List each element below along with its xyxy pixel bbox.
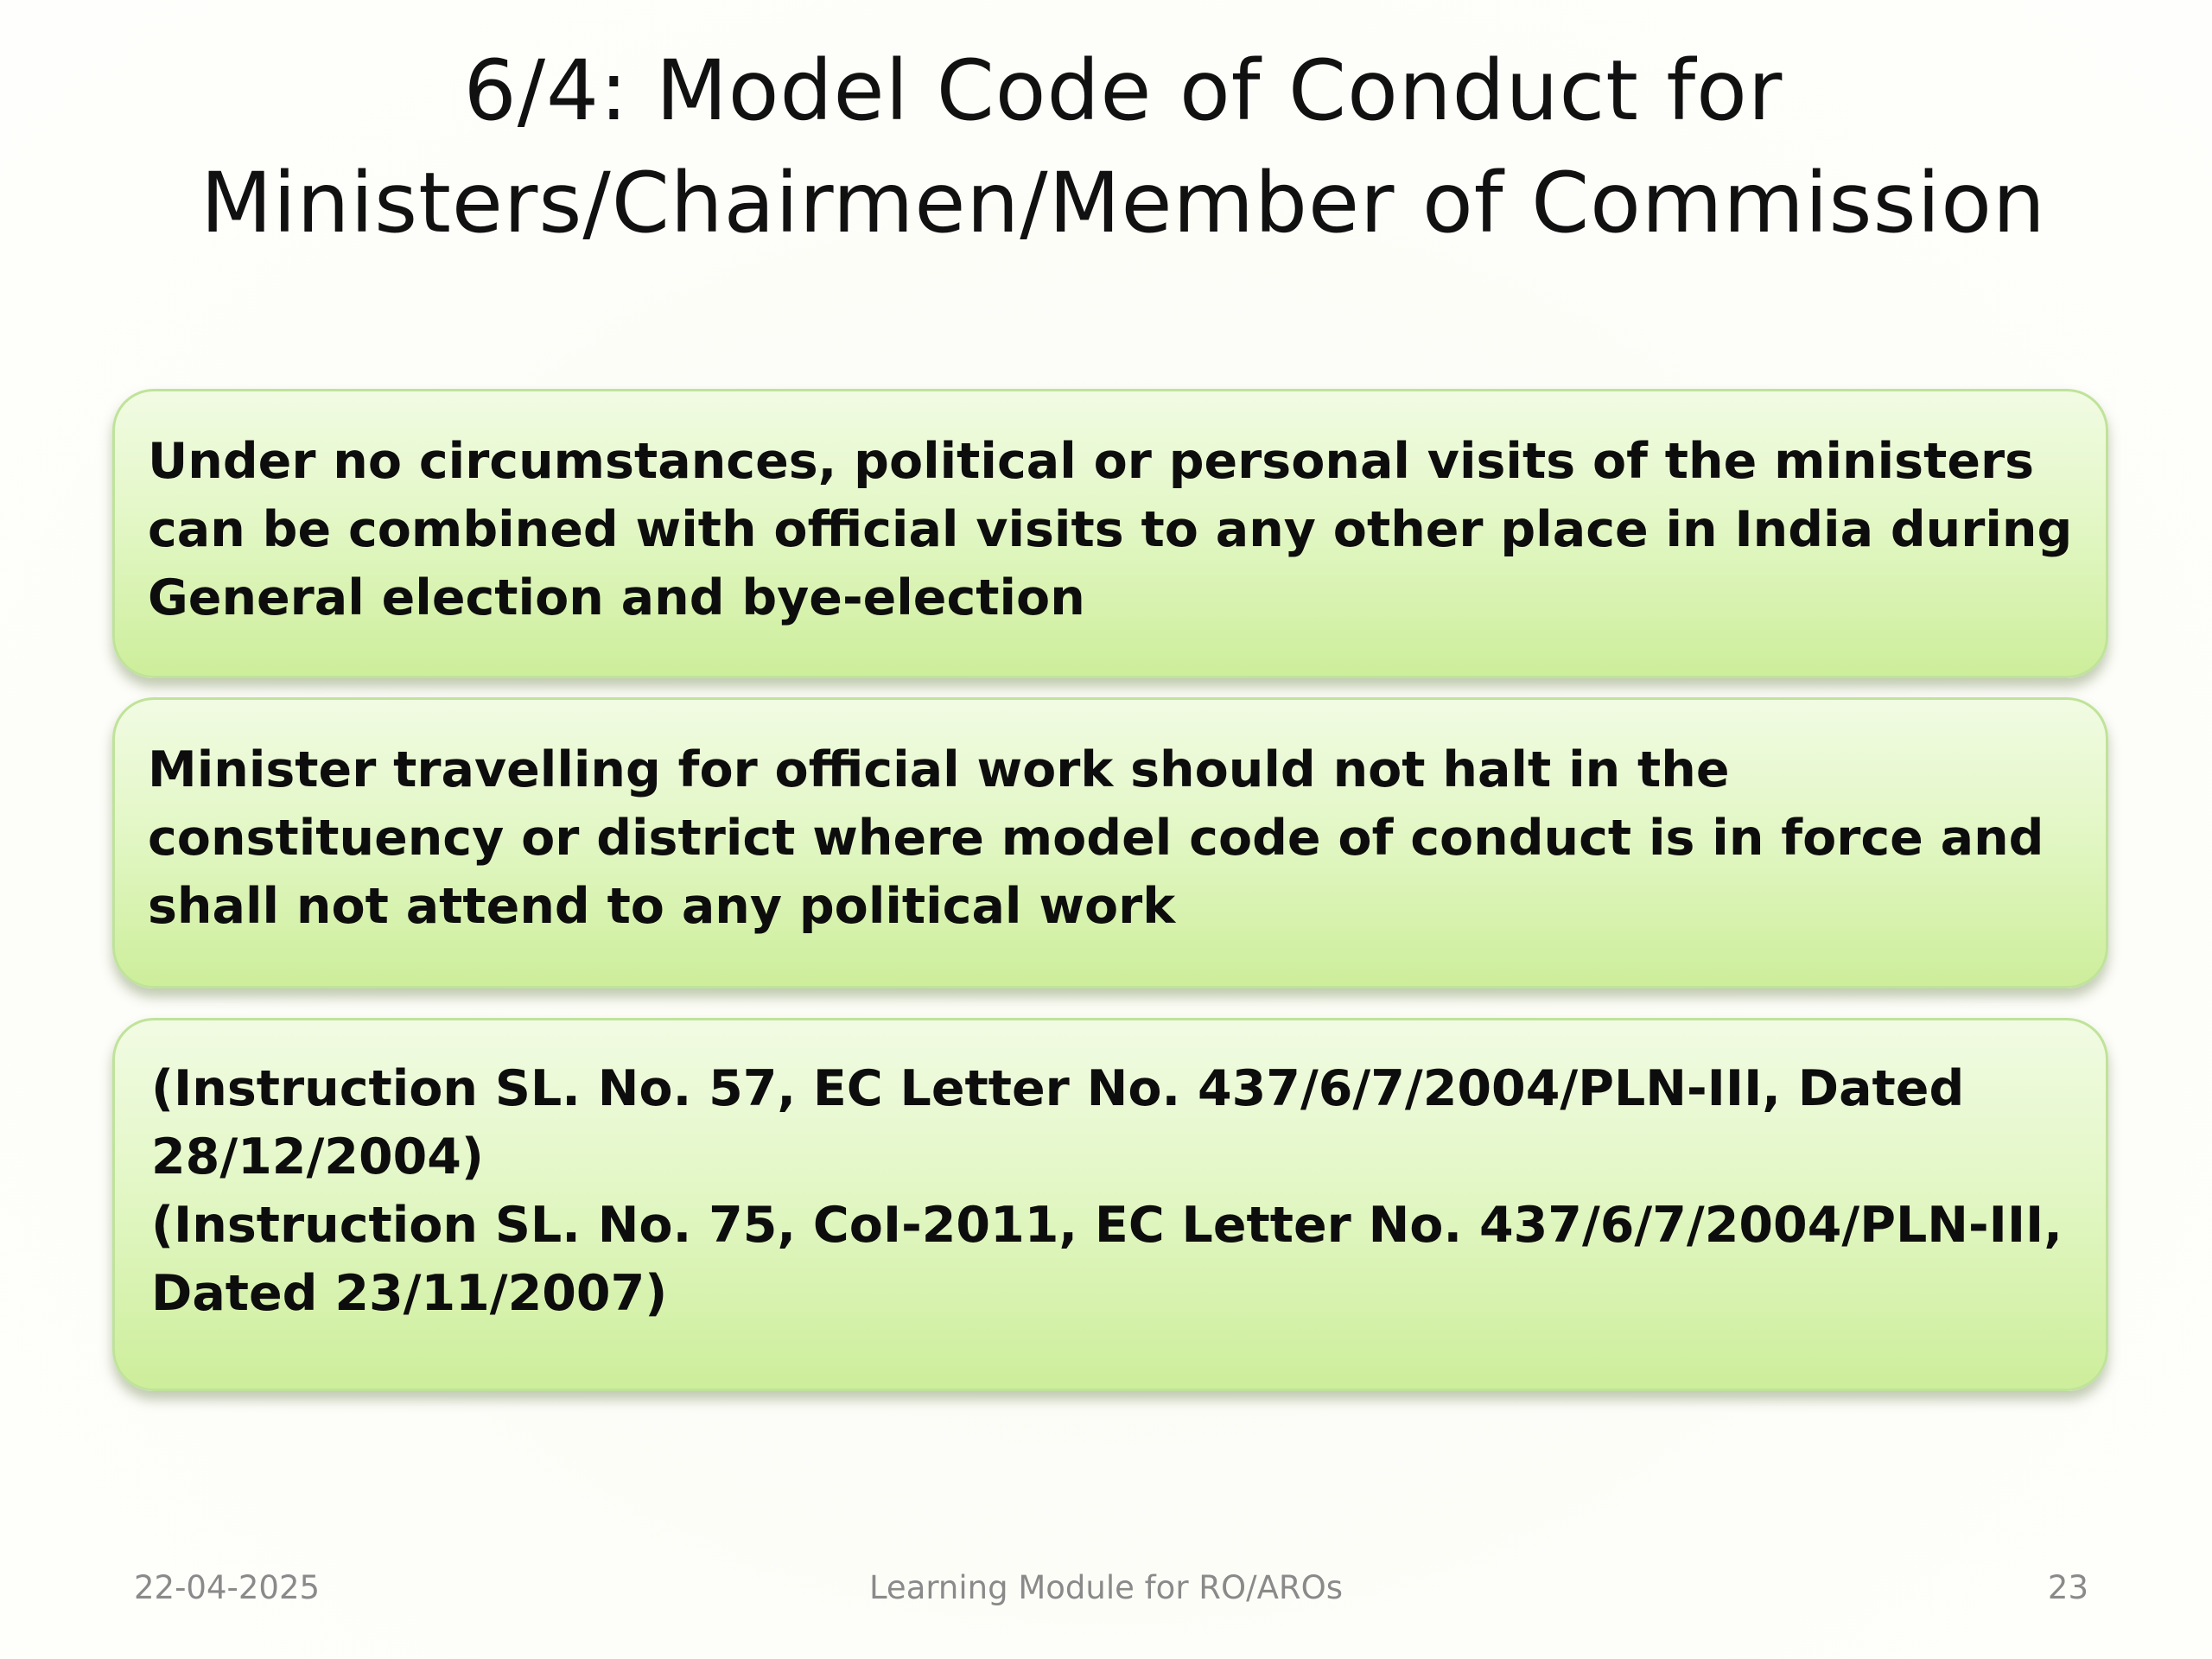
content-box-1-text: Under no circumstances, political or personal visits of the ministers can be combined with official visits to any other place in India during General election and bye-election: [148, 433, 2073, 626]
footer-date: 22-04-2025: [134, 1569, 321, 1606]
slide-title-line-1: 6/4: Model Code of Conduct for: [463, 42, 1783, 139]
reference-box: [112, 1018, 2108, 1391]
reference-item: (Instruction SL. No. 57, EC Letter No. 437/6/7/2004/PLN-III, Dated 28/12/2004): [151, 1060, 1965, 1185]
content-box-2-text: Minister travelling for official work should not halt in the constituency or district where model code of conduct is in force and shall not attend to any political work: [148, 741, 2044, 935]
content-box-1: [112, 389, 2108, 678]
footer-module-name: Learning Module for RO/AROs: [868, 1569, 1344, 1606]
reference-item: (Instruction SL. No. 75, CoI-2011, EC Letter No. 437/6/7/2004/PLN-III, Dated 23/11/2007): [151, 1197, 2063, 1322]
slide-title: [0, 35, 2212, 259]
slide-title-line-2: Ministers/Chairmen/Member of Commission: [200, 155, 2046, 251]
content-box-2: [112, 697, 2108, 988]
footer-page-number: 23: [2047, 1569, 2088, 1606]
